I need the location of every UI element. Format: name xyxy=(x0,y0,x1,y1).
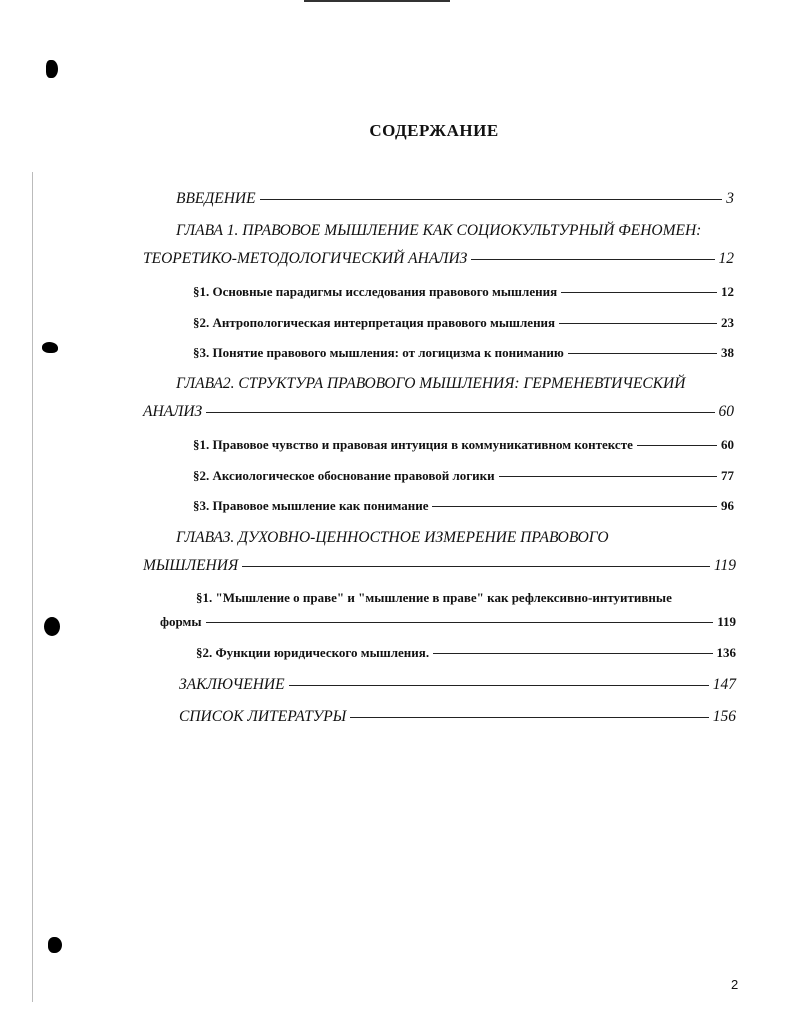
toc-entry-page: 136 xyxy=(716,645,736,660)
leader-line xyxy=(559,323,717,324)
leader-line xyxy=(432,506,717,507)
toc-entry-page: 119 xyxy=(717,614,736,629)
toc-entry-page: 23 xyxy=(721,315,734,330)
toc-entry-title: формы xyxy=(160,614,202,629)
binder-hole-mark xyxy=(48,937,62,953)
leader-line xyxy=(289,685,709,686)
toc-entry-title: §1. Правовое чувство и правовая интуиция в коммуникативном контексте xyxy=(193,437,633,452)
toc-entry-page: 77 xyxy=(721,468,734,483)
leader-line xyxy=(561,292,717,293)
toc-entry-title: §2. Функции юридического мышления. xyxy=(196,645,430,660)
toc-entry-ch2-s2 xyxy=(193,468,734,484)
toc-entry-page: 60 xyxy=(718,403,734,420)
toc-entry-page: 12 xyxy=(718,250,734,267)
toc-entry-title: МЫШЛЕНИЯ xyxy=(143,557,239,574)
chapter-1-title-line1: ГЛАВА 1. ПРАВОВОЕ МЫШЛЕНИЕ КАК СОЦИОКУЛЬТУРНЫЙ ФЕНОМЕН: xyxy=(176,222,702,239)
binder-hole-mark xyxy=(46,60,58,78)
leader-line xyxy=(499,476,717,477)
leader-line xyxy=(206,622,714,623)
leader-line xyxy=(637,445,717,446)
toc-entry-page: 38 xyxy=(721,345,734,360)
chapter-2-title-line1: ГЛАВА2. СТРУКТУРА ПРАВОВОГО МЫШЛЕНИЯ: ГЕРМЕНЕВТИЧЕСКИЙ xyxy=(176,375,686,392)
leader-line xyxy=(242,566,710,567)
leader-line xyxy=(471,259,714,260)
toc-entry-chapter-1 xyxy=(143,250,734,268)
binder-hole-mark xyxy=(42,342,58,353)
toc-entry-title: ВВЕДЕНИЕ xyxy=(176,190,256,207)
toc-entry-ch3-s1 xyxy=(160,614,736,630)
toc-entry-title: §2. Аксиологическое обоснование правовой логики xyxy=(193,468,495,483)
scan-margin-line xyxy=(32,172,33,1002)
toc-entry-page: 96 xyxy=(721,498,734,513)
toc-entry-title: ТЕОРЕТИКО-МЕТОДОЛОГИЧЕСКИЙ АНАЛИЗ xyxy=(143,250,468,267)
toc-entry-title: §1. Основные парадигмы исследования правового мышления xyxy=(193,284,558,299)
leader-line xyxy=(568,353,717,354)
toc-entry-ch1-s3 xyxy=(193,345,734,361)
toc-entry-ch1-s1 xyxy=(193,284,734,300)
leader-line xyxy=(206,412,714,413)
toc-entry-ch1-s2 xyxy=(193,315,734,331)
toc-entry-title: АНАЛИЗ xyxy=(143,403,203,420)
page-title: СОДЕРЖАНИЕ xyxy=(369,121,499,140)
toc-entry-title: §2. Антропологическая интерпретация правового мышления xyxy=(193,315,556,330)
toc-entry-conclusion xyxy=(179,676,736,694)
scan-artifact-top xyxy=(304,0,450,2)
toc-entry-title: СПИСОК ЛИТЕРАТУРЫ xyxy=(179,708,347,725)
toc-entry-page: 12 xyxy=(721,284,734,299)
binder-hole-mark xyxy=(44,617,60,636)
toc-entry-page: 60 xyxy=(721,437,734,452)
toc-entry-chapter-3 xyxy=(143,557,736,575)
ch3-s1-title-line1: §1. "Мышление о праве" и "мышление в праве" как рефлексивно-интуитивные xyxy=(196,590,672,605)
toc-entry-page: 147 xyxy=(712,676,736,693)
leader-line xyxy=(350,717,709,718)
toc-entry-title: §3. Понятие правового мышления: от логицизма к пониманию xyxy=(193,345,564,360)
leader-line xyxy=(260,199,723,200)
toc-entry-page: 119 xyxy=(713,557,736,574)
chapter-3-title-line1: ГЛАВАЗ. ДУХОВНО-ЦЕННОСТНОЕ ИЗМЕРЕНИЕ ПРАВОВОГО xyxy=(176,529,609,546)
toc-entry-bibliography xyxy=(179,708,736,726)
toc-entry-ch3-s2 xyxy=(196,645,736,661)
page-number: 2 xyxy=(731,977,739,992)
toc-entry-title: §3. Правовое мышление как понимание xyxy=(193,498,429,513)
toc-entry-ch2-s3 xyxy=(193,498,734,514)
toc-entry-chapter-2 xyxy=(143,403,734,421)
toc-entry-page: 156 xyxy=(712,708,736,725)
leader-line xyxy=(433,653,712,654)
toc-entry-ch2-s1 xyxy=(193,437,734,453)
toc-entry-title: ЗАКЛЮЧЕНИЕ xyxy=(179,676,285,693)
toc-entry-introduction xyxy=(176,190,734,208)
toc-entry-page: 3 xyxy=(726,190,734,207)
